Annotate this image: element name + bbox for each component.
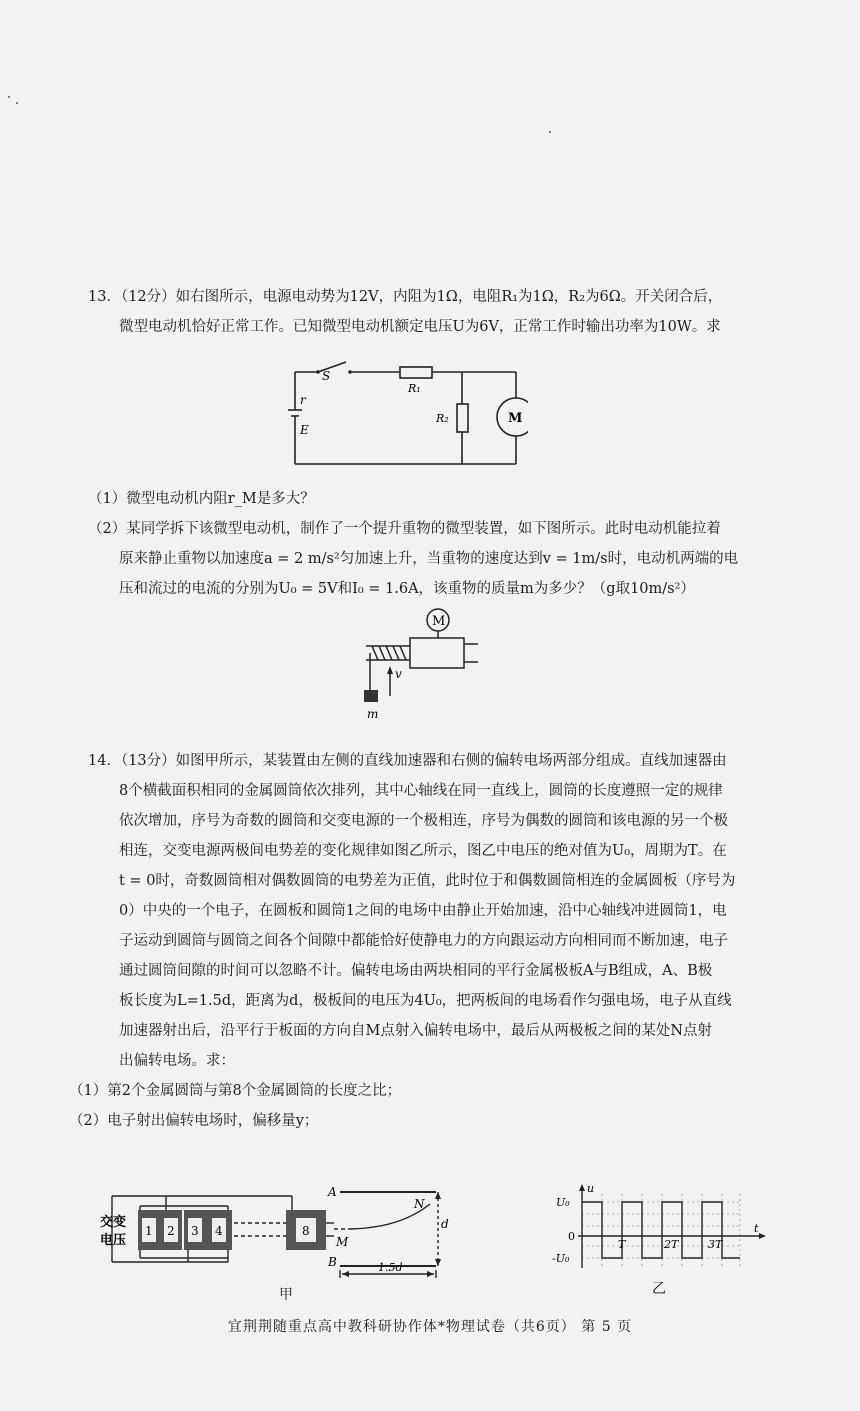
internal-resistance-label: r: [300, 393, 306, 407]
distance-d-label: d: [441, 1217, 449, 1231]
tube-label: 1: [145, 1224, 153, 1238]
figure-a-caption: 甲: [279, 1287, 293, 1303]
q14-line: 加速器射出后，沿平行于板面的方向自M点射入偏转电场中，最后从两极板之间的某处N点射: [119, 1023, 713, 1039]
speckle: [549, 131, 551, 133]
question-13: [88, 282, 768, 342]
r2-label: R₂: [436, 412, 449, 425]
q13-line1: 13．（12分）如右图所示，电源电动势为12V，内阻为1Ω，电阻R₁为1Ω，R₂为6Ω。开关闭合后，: [88, 289, 723, 305]
motor-label: M: [508, 411, 523, 426]
question-14: [69, 746, 768, 1136]
q14-line: 14．（13分）如图甲所示，某装置由左侧的直线加速器和右侧的偏转电场两部分组成。直线加速器由: [88, 753, 727, 769]
figure-b-caption: 乙: [652, 1281, 666, 1297]
q14-line: 相连，交变电源两极间电势差的变化规律如图乙所示，图乙中电压的绝对值为U₀，周期为T。在: [119, 843, 727, 859]
point-m-label: M: [336, 1235, 349, 1249]
figure-b-voltage-graph: [550, 1180, 770, 1275]
lift-motor-label: M: [432, 614, 446, 629]
plate-length-label: 1.5d: [378, 1261, 403, 1274]
velocity-label: v: [395, 667, 402, 681]
q13-part2-line2: 原来静止重物以加速度a = 2 m/s²匀加速上升，当重物的速度达到v = 1m/s时，电动机两端的电: [119, 551, 739, 567]
plate-a-label: A: [328, 1185, 337, 1199]
zero-tick-label: 0: [568, 1230, 575, 1243]
emf-label: E: [300, 423, 309, 437]
q13-line2: 微型电动机恰好正常工作。已知微型电动机额定电压U为6V，正常工作时输出功率为10W。求: [119, 319, 721, 335]
q13-part1: （1）微型电动机内阻r_M是多大？: [88, 491, 315, 507]
q14-line: 板长度为L=1.5d，距离为d，极板间的电压为4U₀，把两板间的电场看作匀强电场，电子从直线: [119, 993, 732, 1009]
q14-line: 子运动到圆筒与圆筒之间各个间隙中都能恰好使静电力的方向跟运动方向相同而不断加速，电子: [119, 933, 728, 949]
q13-part2-line1: （2）某同学拆下该微型电动机，制作了一个提升重物的微型装置，如下图所示。此时电动机能拉着: [88, 521, 721, 537]
r1-label: R₁: [408, 382, 421, 395]
q14-line: 通过圆筒间隙的时间可以忽略不计。偏转电场由两块相同的平行金属极板A与B组成，A、B极: [119, 963, 713, 979]
tube-label: 8: [302, 1224, 310, 1238]
point-n-label: N: [414, 1197, 425, 1211]
speckle: [8, 96, 10, 98]
q13-part2-line3: 压和流过的电流的分别为U₀ = 5V和I₀ = 1.6A，该重物的质量m为多少？（g取10m/s²）: [119, 581, 695, 597]
tube-label: 3: [191, 1224, 199, 1238]
3t-tick-label: 3T: [708, 1238, 723, 1251]
q14-part2: （2）电子射出偏转电场时，偏移量y；: [69, 1113, 319, 1129]
2t-tick-label: 2T: [664, 1238, 679, 1251]
q14-line: 8个横截面积相同的金属圆筒依次排列，其中心轴线在同一直线上，圆筒的长度遵照一定的规律: [119, 783, 723, 799]
page-footer: 宜荆荆随重点高中教科研协作体*物理试卷（共6页） 第 5 页: [227, 1319, 633, 1335]
source-label-line1: 交变: [100, 1215, 127, 1230]
plate-b-label: B: [328, 1255, 337, 1269]
lifting-device-diagram: [360, 606, 490, 722]
tube-label: 2: [167, 1224, 175, 1238]
q14-line: 出偏转电场。求：: [119, 1053, 235, 1069]
t-tick-label: T: [618, 1238, 626, 1251]
figure-a-accelerator: [100, 1180, 450, 1280]
q14-line: 0）中央的一个电子，在圆板和圆筒1之间的电场中由静止开始加速，沿中心轴线冲进圆筒1，电: [119, 903, 727, 919]
q14-line: 依次增加，序号为奇数的圆筒和交变电源的一个极相连，序号为偶数的圆筒和该电源的另一个极: [119, 813, 728, 829]
mass-label: m: [367, 707, 379, 721]
u-axis-label: u: [587, 1182, 595, 1195]
u0-tick-label: U₀: [556, 1196, 570, 1209]
switch-label: S: [322, 369, 331, 383]
tube-label: 4: [215, 1224, 223, 1238]
question-13-parts: [88, 484, 768, 604]
circuit-diagram: [288, 360, 528, 472]
q14-part1: （1）第2个金属圆筒与第8个金属圆筒的长度之比；: [69, 1083, 402, 1099]
neg-u0-tick-label: -U₀: [552, 1252, 570, 1265]
source-label-line2: 电压: [100, 1233, 127, 1248]
q14-line: t = 0时，奇数圆筒相对偶数圆筒的电势差为正值，此时位于和偶数圆筒相连的金属圆板（序号为: [119, 873, 736, 889]
t-axis-label: t: [754, 1222, 759, 1235]
speckle: [16, 102, 18, 104]
